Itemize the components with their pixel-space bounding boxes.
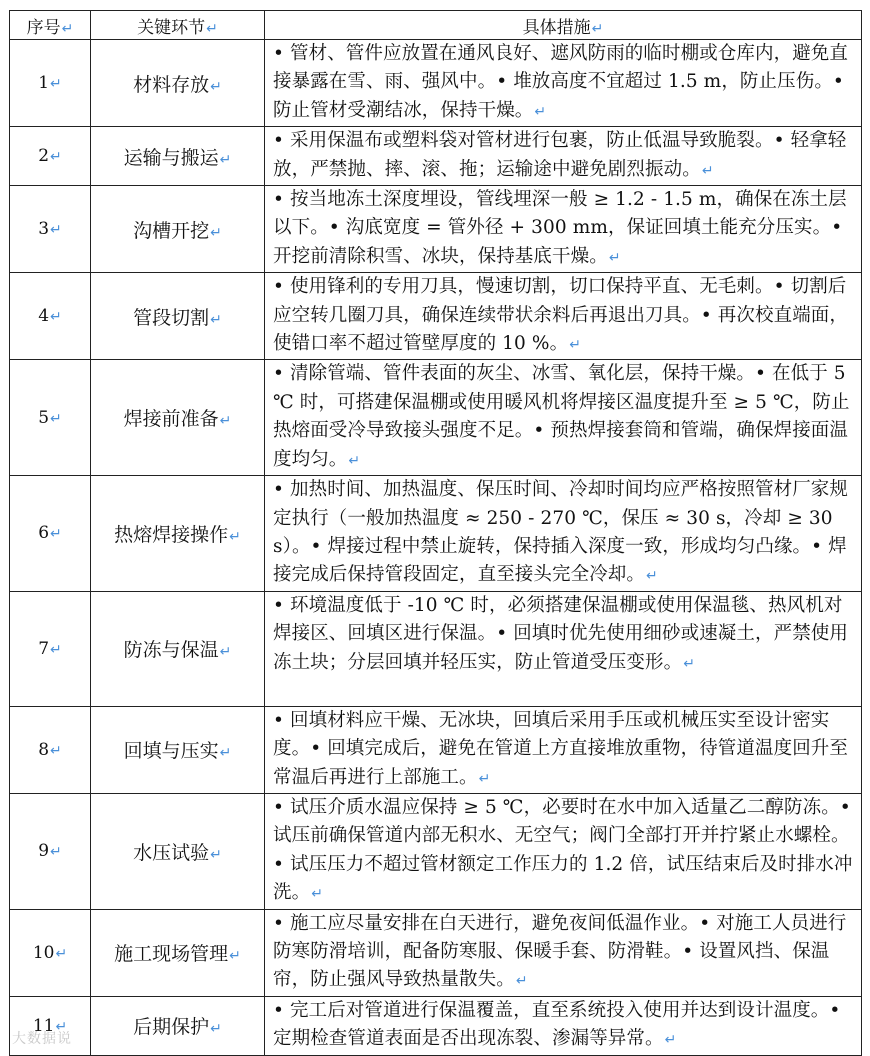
paragraph-mark-icon: ↵ [219, 413, 232, 430]
seq-cell [10, 127, 91, 186]
stage-cell [91, 127, 265, 186]
measure-cell-text: • 回填材料应干燥、无冰块，回填后采用手压或机械压实至设计密实度。• 回填完成后，避免在管道上方直接堆放重物，待管道温度回升至常温后再进行上部施工。 [273, 709, 848, 788]
seq-cell-text: 2 [38, 146, 50, 167]
paragraph-mark-icon: ↵ [50, 410, 62, 427]
stage-cell-text: 运输与搬运 [123, 146, 219, 169]
measure-cell-text: • 试压介质水温应保持 ≥ 5 ℃，必要时在水中加入适量乙二醇防冻。• 试压前确保管道内部无积水、无空气；阀门全部打开并拧紧止水螺栓。• 试压压力不超过管材额定工作压力的 1.2 倍，试压结束后及时排水冲洗。 [273, 796, 853, 904]
seq-cell [10, 360, 91, 476]
measure-cell [265, 476, 862, 592]
paragraph-mark-icon: ↵ [683, 655, 696, 672]
paragraph-mark-icon: ↵ [55, 945, 68, 962]
seq-cell [10, 273, 91, 360]
paragraph-mark-icon: ↵ [210, 78, 222, 95]
stage-cell [91, 793, 265, 909]
table-row [10, 186, 862, 273]
paragraph-mark-icon: ↵ [701, 162, 714, 179]
paragraph-mark-icon: ↵ [219, 644, 232, 661]
paragraph-mark-icon: ↵ [210, 846, 222, 863]
table-row [10, 706, 862, 793]
watermark: 大数据说 [12, 1031, 72, 1047]
table-row [10, 591, 862, 706]
measure-cell [265, 186, 862, 273]
paragraph-mark-icon: ↵ [61, 20, 74, 37]
paragraph-mark-icon: ↵ [534, 103, 547, 120]
paragraph-mark-icon: ↵ [229, 948, 241, 965]
measure-cell [265, 996, 862, 1055]
paragraph-mark-icon: ↵ [608, 249, 621, 266]
table-row [10, 476, 862, 592]
paragraph-mark-icon: ↵ [646, 568, 658, 585]
stage-cell [91, 186, 265, 273]
stage-cell [91, 591, 265, 706]
seq-cell-text: 5 [38, 407, 50, 428]
measure-cell-text: • 按当地冻土深度埋设，管线埋深一般 ≥ 1.2 - 1.5 m，确保在冻土层以下。• 沟底宽度 = 管外径 + 300 mm，保证回填土能充分压实。• 开挖前清除积雪、冰块，保持基底干燥。 [273, 189, 847, 267]
paragraph-mark-icon: ↵ [348, 452, 361, 469]
measure-cell [265, 273, 862, 360]
construction-measures-table [9, 10, 862, 1056]
seq-cell-text: 6 [38, 523, 50, 544]
stage-cell [91, 360, 265, 476]
stage-cell [91, 476, 265, 592]
paragraph-mark-icon: ↵ [50, 76, 62, 93]
table-row [10, 273, 862, 360]
paragraph-mark-icon: ↵ [50, 844, 62, 861]
stage-cell-text: 防冻与保温 [123, 639, 219, 662]
measure-cell [265, 706, 862, 793]
header-stage: 关键环节↵ [91, 11, 265, 40]
paragraph-mark-icon: ↵ [210, 224, 222, 241]
measure-cell [265, 360, 862, 476]
seq-cell-text: 10 [32, 942, 55, 963]
measure-cell [265, 40, 862, 127]
stage-cell [91, 706, 265, 793]
stage-cell-text: 焊接前准备 [123, 408, 219, 431]
table-row [10, 996, 862, 1055]
seq-cell [10, 476, 91, 592]
measure-cell-text: • 加热时间、加热温度、保压时间、冷却时间均应严格按照管材厂家规定执行（一般加热温度 ≈ 250 - 270 ℃，保压 ≈ 30 s，冷却 ≥ 30 s）。• 焊接过程中禁止旋转，保持插入深度一致，形成均匀凸缘。• 焊接完成后保持管段固定，直至接头完全冷却。 [273, 479, 848, 586]
stage-cell [91, 273, 265, 360]
seq-cell [10, 793, 91, 909]
table-row [10, 360, 862, 476]
table-row [10, 40, 862, 127]
seq-cell [10, 706, 91, 793]
paragraph-mark-icon: ↵ [50, 149, 62, 166]
table-header-row [10, 11, 862, 40]
measure-cell-text: • 清除管端、管件表面的灰尘、冰雪、氧化层，保持干燥。• 在低于 5 ℃ 时，可搭建保温棚或使用暖风机将焊接区温度提升至 ≥ 5 ℃，防止热熔面受冷导致接头强度不足。• 预热焊接套筒和管端，确保焊接面温度均匀。 [273, 363, 850, 470]
paragraph-mark-icon: ↵ [219, 745, 232, 762]
seq-cell-text: 3 [38, 219, 50, 240]
paragraph-mark-icon: ↵ [210, 311, 222, 328]
paragraph-mark-icon: ↵ [515, 973, 528, 990]
stage-cell-text: 管段切割 [133, 306, 210, 329]
seq-cell-text: 4 [38, 306, 50, 327]
measure-cell-text: • 采用保温布或塑料袋对管材进行包裹，防止低温导致脆裂。• 轻拿轻放，严禁抛、摔、滚、拖；运输途中避免剧烈振动。 [273, 130, 847, 180]
measure-cell-text: • 环境温度低于 -10 ℃ 时，必须搭建保温棚或使用保温毯、热风机对焊接区、回填区进行保温。• 回填时优先使用细砂或速凝土，严禁使用冻土块；分层回填并轻压实，防止管道受压变形。 [273, 594, 848, 673]
stage-cell [91, 996, 265, 1055]
table-row [10, 793, 862, 909]
seq-cell [10, 591, 91, 706]
stage-cell-text: 回填与压实 [123, 740, 219, 763]
paragraph-mark-icon: ↵ [229, 528, 241, 545]
seq-cell-text: 8 [38, 739, 50, 760]
measure-cell-text: • 施工应尽量安排在白天进行，避免夜间低温作业。• 对施工人员进行防寒防滑培训，配备防寒服、保暖手套、防滑鞋。• 设置风挡、保温帘，防止强风导致热量散失。 [273, 912, 847, 991]
seq-cell-text: 9 [38, 841, 50, 862]
paragraph-mark-icon: ↵ [50, 742, 62, 759]
measure-cell [265, 591, 862, 706]
seq-cell [10, 186, 91, 273]
paragraph-mark-icon: ↵ [569, 337, 582, 354]
stage-cell-text: 材料存放 [133, 73, 210, 96]
paragraph-mark-icon: ↵ [311, 886, 324, 903]
paragraph-mark-icon: ↵ [478, 770, 491, 787]
seq-cell-text: 1 [38, 73, 50, 94]
measure-cell [265, 127, 862, 186]
seq-cell-text: 7 [38, 638, 50, 659]
stage-cell-text: 沟槽开挖 [133, 219, 210, 242]
paragraph-mark-icon: ↵ [55, 1018, 68, 1035]
seq-cell [10, 40, 91, 127]
paragraph-mark-icon: ↵ [50, 309, 62, 326]
measure-cell-text: • 使用锋利的专用刀具，慢速切割，切口保持平直、无毛刺。• 切割后应空转几圈刀具，确保连续带状余料后再退出刀具。• 再次校直端面，使错口率不超过管壁厚度的 10 %。 [273, 276, 848, 355]
paragraph-mark-icon: ↵ [219, 151, 232, 168]
table-row [10, 127, 862, 186]
paragraph-mark-icon: ↵ [50, 222, 62, 239]
stage-cell-text: 热熔焊接操作 [114, 523, 229, 546]
paragraph-mark-icon: ↵ [50, 526, 62, 543]
measure-cell [265, 909, 862, 996]
paragraph-mark-icon: ↵ [210, 1021, 222, 1038]
header-seq: 序号↵ [10, 11, 91, 40]
stage-cell [91, 40, 265, 127]
paragraph-mark-icon: ↵ [591, 20, 604, 37]
seq-cell-text: 11 [32, 1015, 55, 1036]
header-measure: 具体措施↵ [265, 11, 862, 40]
paragraph-mark-icon: ↵ [664, 1032, 677, 1049]
paragraph-mark-icon: ↵ [50, 641, 62, 658]
seq-cell [10, 909, 91, 996]
measure-cell-text: • 完工后对管道进行保温覆盖，直至系统投入使用并达到设计温度。• 定期检查管道表面是否出现冻裂、渗漏等异常。 [273, 999, 841, 1050]
measure-cell-text: • 管材、管件应放置在通风良好、遮风防雨的临时棚或仓库内，避免直接暴露在雪、雨、强风中。• 堆放高度不宜超过 1.5 m，防止压伤。• 防止管材受潮结冰，保持干燥。 [273, 43, 848, 121]
paragraph-mark-icon: ↵ [206, 20, 218, 37]
stage-cell [91, 909, 265, 996]
stage-cell-text: 水压试验 [133, 841, 210, 864]
stage-cell-text: 后期保护 [133, 1016, 210, 1039]
table-row [10, 909, 862, 996]
stage-cell-text: 施工现场管理 [114, 943, 229, 966]
measure-cell [265, 793, 862, 909]
